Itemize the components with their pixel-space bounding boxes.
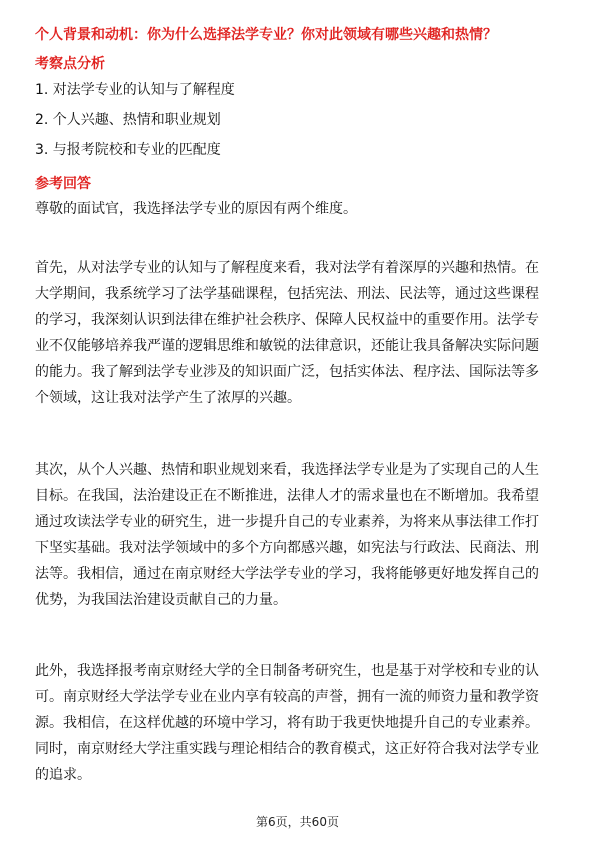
paragraph-line: 的学习，我深刻认识到法律在维护社会秩序、保障人民权益中的重要作用。法学专: [35, 312, 539, 328]
analysis-point: 2. 个人兴趣、热情和职业规划: [35, 112, 221, 128]
answer-paragraph-first: [35, 255, 565, 411]
paragraph-line: 大学期间，我系统学习了法学基础课程，包括宪法、刑法、民法等，通过这些课程: [35, 286, 539, 302]
analysis-point: 1. 对法学专业的认知与了解程度: [35, 82, 235, 98]
paragraph-line: 的追求。: [35, 767, 91, 783]
analysis-heading: 考察点分析: [35, 56, 105, 72]
paragraph-line: 其次，从个人兴趣、热情和职业规划来看，我选择法学专业是为了实现自己的人生: [35, 462, 539, 478]
answer-paragraph-intro: [35, 196, 565, 222]
analysis-point: 3. 与报考院校和专业的匹配度: [35, 142, 221, 158]
paragraph-line: 同时，南京财经大学注重实践与理论相结合的教育模式，这正好符合我对法学专业: [35, 741, 539, 757]
paragraph-line: 业不仅能够培养我严谨的逻辑思维和敏锐的法律意识，还能让我具备解决实际问题: [35, 338, 539, 354]
paragraph-line: 源。我相信，在这样优越的环境中学习，将有助于我更快地提升自己的专业素养。: [35, 715, 539, 731]
paragraph-line: 目标。在我国，法治建设正在不断推进，法律人才的需求量也在不断增加。我希望: [35, 488, 539, 504]
paragraph-line: 首先，从对法学专业的认知与了解程度来看，我对法学有着深厚的兴趣和热情。在: [35, 260, 539, 276]
answer-paragraph-third: [35, 658, 565, 788]
paragraph-line: 优势，为我国法治建设贡献自己的力量。: [35, 592, 287, 608]
question-title: 个人背景和动机：你为什么选择法学专业？你对此领域有哪些兴趣和热情？: [35, 27, 497, 43]
paragraph-line: 尊敬的面试官，我选择法学专业的原因有两个维度。: [35, 201, 357, 217]
paragraph-line: 通过攻读法学专业的研究生，进一步提升自己的专业素养，为将来从事法律工作打: [35, 514, 539, 530]
paragraph-line: 法等。我相信，通过在南京财经大学法学专业的学习，我将能够更好地发挥自己的: [35, 566, 539, 582]
paragraph-line: 个领域，这让我对法学产生了浓厚的兴趣。: [35, 390, 301, 406]
page-number: 第6页，共60页: [256, 815, 339, 829]
answer-heading: 参考回答: [35, 176, 91, 192]
paragraph-line: 下坚实基础。我对法学领域中的多个方向都感兴趣，如宪法与行政法、民商法、刑: [35, 540, 539, 556]
paragraph-line: 的能力。我了解到法学专业涉及的知识面广泛，包括实体法、程序法、国际法等多: [35, 364, 539, 380]
answer-paragraph-second: [35, 457, 565, 613]
paragraph-line: 此外，我选择报考南京财经大学的全日制备考研究生，也是基于对学校和专业的认: [35, 663, 539, 679]
paragraph-line: 可。南京财经大学法学专业在业内享有较高的声誉，拥有一流的师资力量和教学资: [35, 689, 539, 705]
